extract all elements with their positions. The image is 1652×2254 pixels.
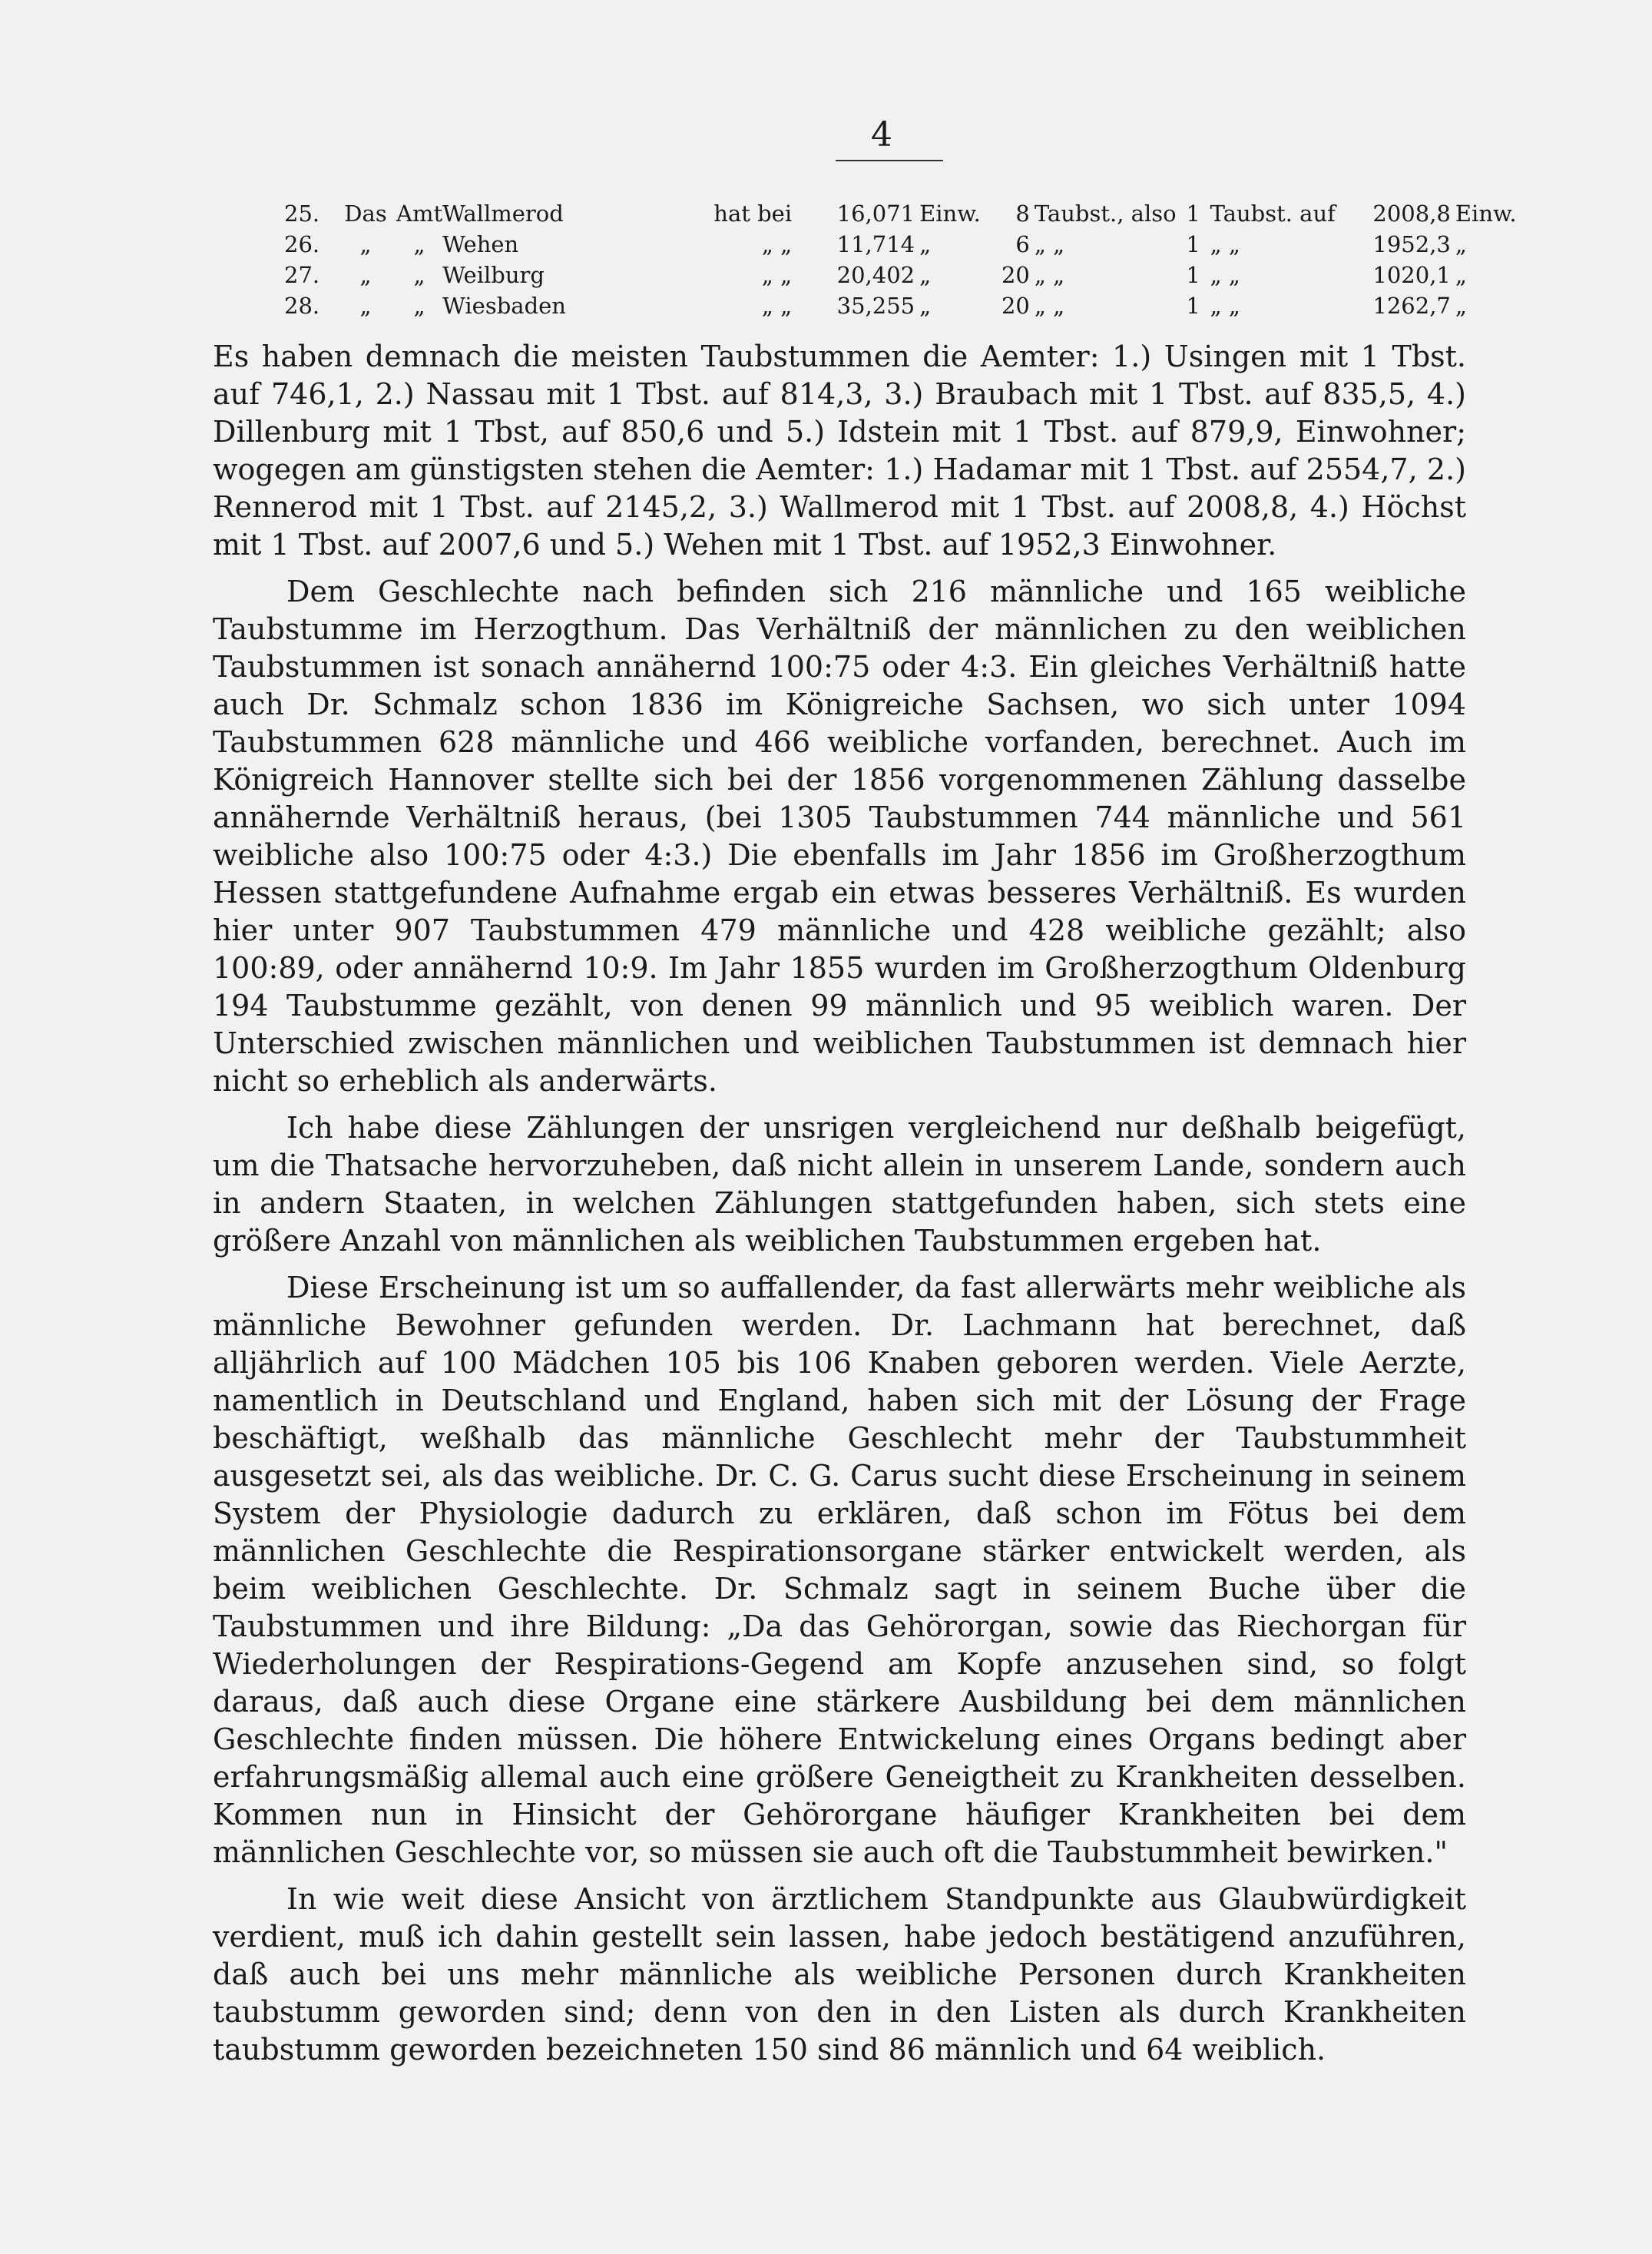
table-cell-nr: 25.	[284, 201, 320, 227]
table-cell-einw: 35,255	[836, 293, 915, 319]
table-cell-taubst-label2: „ „	[1210, 231, 1240, 257]
table-cell-taubst-label: „ „	[1034, 262, 1065, 288]
table-cell-taubst-label: Taubst., also	[1034, 201, 1177, 227]
table-cell-one: 1	[1186, 262, 1200, 288]
paragraph: Es haben demnach die meisten Taubstummen die Aemter: 1.) Usingen mit 1 Tbst. auf 746,1, 2.) Nassau mit 1 Tbst. auf 814,3, 3.) Braubach mit 1 Tbst. auf 835,5, 4.) Dillenburg mit 1 Tbst, auf 850,6 und 5.) Idstein mit 1 Tbst. auf 879,9, Einwohner; wogegen am günstigsten stehen die Aemter: 1.) Hadamar mit 1 Tbst. auf 2554,7, 2.) Rennerod mit 1 Tbst. auf 2145,2, 3.) Wallmerod mit 1 Tbst. auf 2008,8, 4.) Höchst mit 1 Tbst. auf 2007,6 und 5.) Wehen mit 1 Tbst. auf 1952,3 Einwohner.	[213, 340, 1466, 562]
table-cell-value: 1262,7	[1372, 293, 1451, 319]
table-row	[284, 229, 1525, 260]
table-cell-one: 1	[1186, 201, 1200, 227]
table-cell-taubst-label2: „ „	[1210, 293, 1240, 319]
table-cell-einw: 16,071	[836, 201, 915, 227]
table-cell-end: „	[1455, 262, 1467, 288]
table-cell-amt: „	[413, 262, 425, 288]
table-cell-end: „	[1455, 231, 1467, 257]
table-cell-name: Wehen	[442, 231, 519, 257]
amt-statistics-table	[284, 198, 1525, 321]
page-number-rule	[836, 160, 943, 161]
table-cell-prefix: „	[359, 231, 372, 257]
table-cell-prefix: „	[359, 262, 372, 288]
table-cell-prefix: „	[359, 293, 372, 319]
table-cell-one: 1	[1186, 293, 1200, 319]
table-cell-einw-label: „	[919, 262, 932, 288]
table-cell-value: 1952,3	[1372, 231, 1451, 257]
table-cell-taubst: 6	[1015, 231, 1030, 257]
table-cell-einw-label: „	[919, 293, 932, 319]
table-cell-hat: „ „	[761, 231, 793, 257]
table-cell-name: Wiesbaden	[442, 293, 566, 319]
table-cell-end: „	[1455, 293, 1467, 319]
table-cell-einw-label: Einw.	[919, 201, 981, 227]
table-cell-taubst-label: „ „	[1034, 293, 1065, 319]
table-cell-amt: „	[413, 231, 425, 257]
table-cell-nr: 27.	[284, 262, 320, 288]
table-cell-nr: 26.	[284, 231, 320, 257]
table-cell-value: 1020,1	[1372, 262, 1451, 288]
paragraph: Diese Erscheinung ist um so auffallender, da fast allerwärts mehr weibliche als männliche Bewohner gefunden werden. Dr. Lachmann hat berechnet, daß alljährlich auf 100 Mädchen 105 bis 106 Knaben geboren werden. Viele Aerzte, namentlich in Deutschland und England, haben sich mit der Lösung der Frage beschäftigt, weßhalb das männliche Geschlecht mehr der Taubstummheit ausgesetzt sei, als das weibliche. Dr. C. G. Carus sucht diese Erscheinung in seinem System der Physiologie dadurch zu erklären, daß schon im Fötus bei dem männlichen Geschlechte die Respirationsorgane stärker entwickelt werden, als beim weiblichen Geschlechte. Dr. Schmalz sagt in seinem Buche über die Taubstummen und ihre Bildung: „Da das Gehörorgan, sowie das Riechorgan für Wiederholungen der Respirations-Gegend am Kopfe anzusehen sind, so folgt daraus, daß auch diese Organe eine stärkere Ausbildung bei dem männlichen Geschlechte finden müssen. Die höhere Entwickelung eines Organs bedingt aber erfahrungsmäßig allemal auch eine größere Geneigtheit zu Krankheiten desselben. Kommen nun in Hinsicht der Gehörorgane häufiger Krankheiten bei dem männlichen Geschlechte vor, so müssen sie auch oft die Taubstummheit bewirken."	[213, 1271, 1466, 1869]
table-cell-taubst-label2: „ „	[1210, 262, 1240, 288]
table-cell-value: 2008,8	[1372, 201, 1451, 227]
table-cell-hat: hat bei	[713, 201, 793, 227]
table-cell-end: Einw.	[1455, 201, 1517, 227]
table-cell-taubst-label2: Taubst. auf	[1210, 201, 1336, 227]
table-row	[284, 290, 1525, 321]
page-number: 4	[871, 115, 892, 154]
table-row	[284, 198, 1525, 229]
table-cell-taubst-label: „ „	[1034, 231, 1065, 257]
table-cell-hat: „ „	[761, 293, 793, 319]
table-cell-einw-label: „	[919, 231, 932, 257]
table-cell-nr: 28.	[284, 293, 320, 319]
table-cell-einw: 11,714	[836, 231, 915, 257]
paragraph: Ich habe diese Zählungen der unsrigen vergleichend nur deßhalb beigefügt, um die Thatsache hervorzuheben, daß nicht allein in unserem Lande, sondern auch in andern Staaten, in welchen Zählungen stattgefunden haben, sich stets eine größere Anzahl von männlichen als weiblichen Taubstummen ergeben hat.	[213, 1111, 1466, 1258]
body-text	[213, 338, 1466, 2078]
paragraph: In wie weit diese Ansicht von ärztlichem Standpunkte aus Glaubwürdigkeit verdient, muß ich dahin gestellt sein lassen, habe jedoch bestätigend anzuführen, daß auch bei uns mehr männliche als weibliche Personen durch Krankheiten taubstumm geworden sind; denn von den in den Listen als durch Krankheiten taubstumm geworden bezeichneten 150 sind 86 männlich und 64 weiblich.	[213, 1882, 1466, 2067]
table-cell-taubst: 20	[1001, 293, 1030, 319]
paragraph: Dem Geschlechte nach befinden sich 216 männliche und 165 weibliche Taubstumme im Herzogthum. Das Verhältniß der männlichen zu den weiblichen Taubstummen ist sonach annähernd 100:75 oder 4:3. Ein gleiches Verhältniß hatte auch Dr. Schmalz schon 1836 im Königreiche Sachsen, wo sich unter 1094 Taubstummen 628 männliche und 466 weibliche vorfanden, berechnet. Auch im Königreich Hannover stellte sich bei der 1856 vorgenommenen Zählung dasselbe annähernde Verhältniß heraus, (bei 1305 Taubstummen 744 männliche und 561 weibliche also 100:75 oder 4:3.) Die ebenfalls im Jahr 1856 im Großherzogthum Hessen stattgefundene Aufnahme ergab ein etwas besseres Verhältniß. Es wurden hier unter 907 Taubstummen 479 männliche und 428 weibliche gezählt; also 100:89, oder annähernd 10:9. Im Jahr 1855 wurden im Großherzogthum Oldenburg 194 Taubstumme gezählt, von denen 99 männlich und 95 weiblich waren. Der Unterschied zwischen männlichen und weiblichen Taubstummen ist demnach hier nicht so erheblich als anderwärts.	[213, 575, 1466, 1098]
table-cell-einw: 20,402	[836, 262, 915, 288]
table-cell-amt: Amt	[396, 201, 443, 227]
table-cell-hat: „ „	[761, 262, 793, 288]
table-row	[284, 260, 1525, 290]
table-cell-taubst: 20	[1001, 262, 1030, 288]
table-cell-taubst: 8	[1015, 201, 1030, 227]
table-cell-prefix: Das	[344, 201, 387, 227]
table-cell-one: 1	[1186, 231, 1200, 257]
table-cell-name: Wallmerod	[442, 201, 564, 227]
table-cell-amt: „	[413, 293, 425, 319]
table-cell-name: Weilburg	[442, 262, 545, 288]
